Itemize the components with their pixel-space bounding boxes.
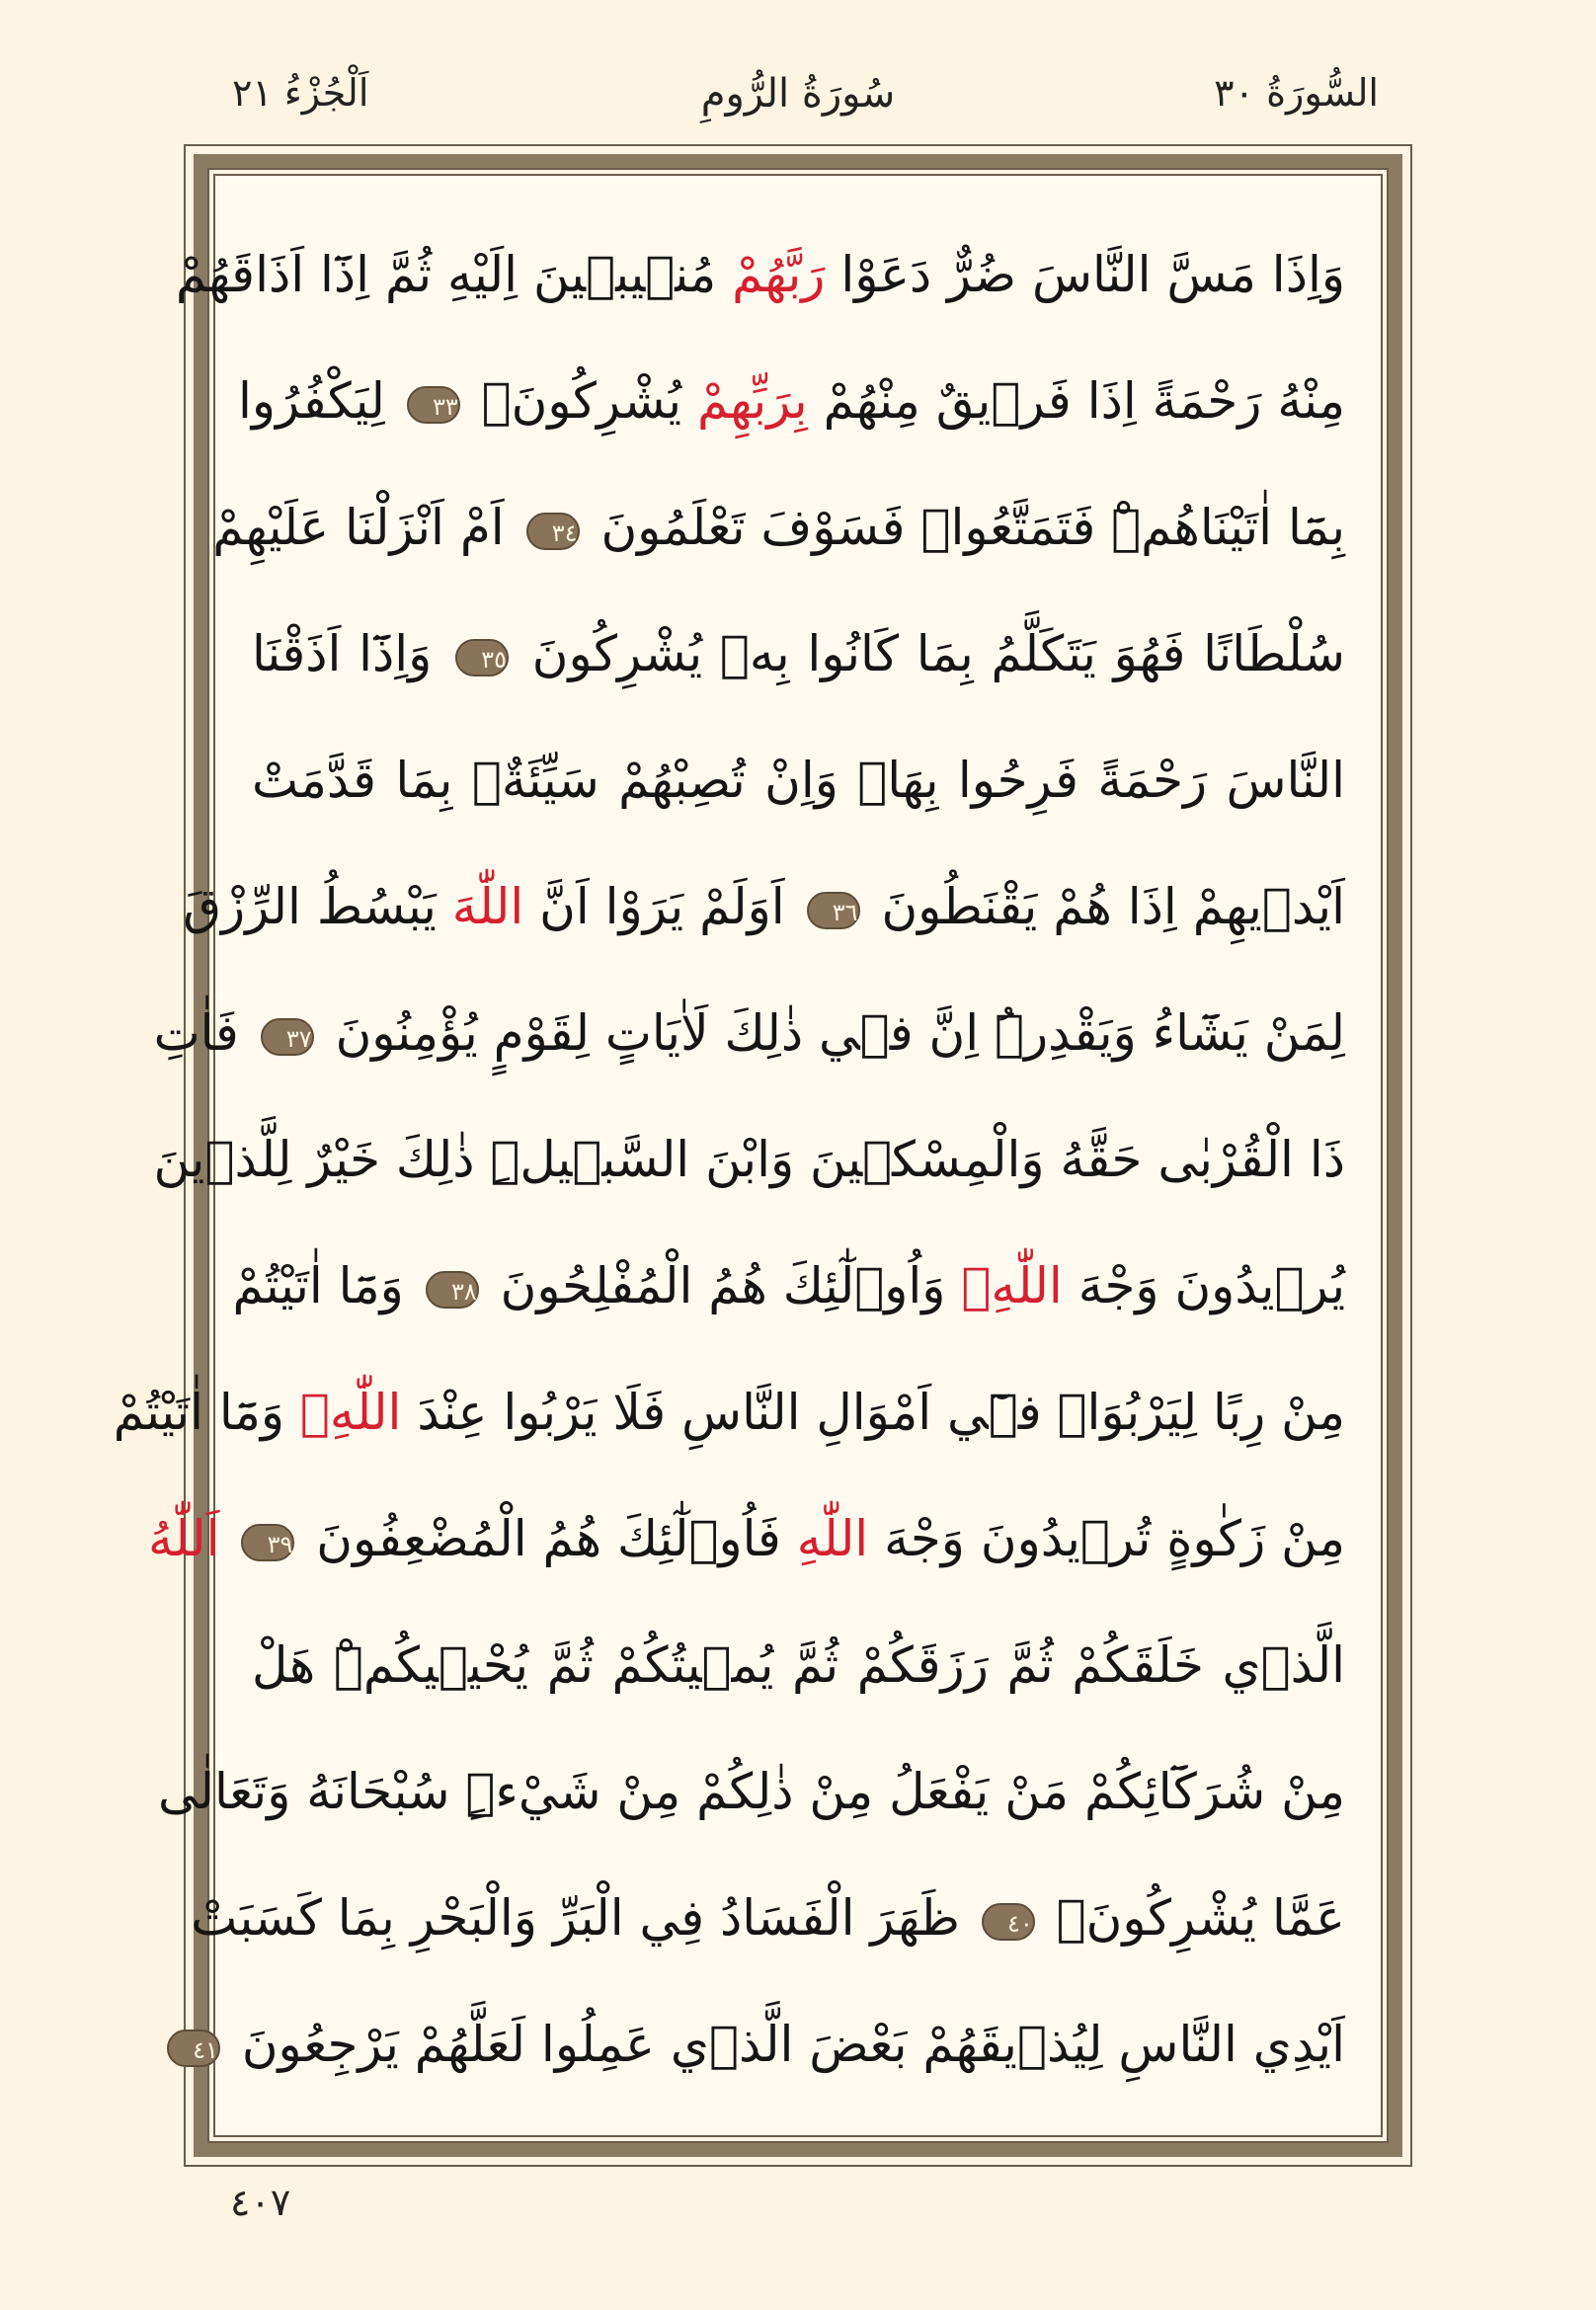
surah-number: السُّورَةُ ٣٠ [1214, 71, 1379, 115]
page-number: ٤٠٧ [230, 2181, 291, 2224]
verse-line [147, 1475, 1345, 1602]
verse-line [252, 1602, 1345, 1728]
ayah-number-marker: ٣٩ [241, 1524, 294, 1561]
verse-text: مُن۪يب۪ينَ اِلَيْهِ ثُمَّ اِذَٓا اَذَاقَهُمْ [175, 246, 733, 303]
verse-text: مِنْ شُرَكَٓائِكُمْ مَنْ يَفْعَلُ مِنْ ذٰلِكُمْ مِنْ شَيْءٍۜ سُبْحَانَهُ وَتَعَالٰى [158, 1763, 1345, 1820]
verse-text: سُلْطَانًا فَهُوَ يَتَكَلَّمُ بِمَا كَانُوا بِه۪ يُشْرِكُونَ [515, 625, 1345, 682]
verse-text: اَمْ اَنْزَلْنَا عَلَيْهِمْ [212, 499, 520, 556]
verse-line [212, 464, 1345, 591]
ayah-number-marker: ٣٧ [261, 1018, 314, 1056]
verse-text: مِنْهُ رَحْمَةً اِذَا فَر۪يقٌ مِنْهُمْ [807, 372, 1345, 430]
verse-line [153, 1096, 1345, 1223]
verse-line [153, 970, 1345, 1096]
verse-line [113, 1349, 1345, 1475]
divine-name: اللّٰهِۘ [961, 1257, 1063, 1314]
verse-text: مِنْ زَكٰوةٍ تُر۪يدُونَ وَجْهَ [868, 1510, 1345, 1567]
ayah-number-marker: ٤١ [167, 2030, 220, 2067]
page-header [0, 71, 1596, 130]
divine-name: اللّٰهِ [796, 1510, 869, 1567]
divine-name: بِرَبِّهِمْ [696, 372, 808, 430]
verse-text: النَّاسَ رَحْمَةً فَرِحُوا بِهَاۜ وَاِنْ تُصِبْهُمْ سَيِّئَةٌۢ بِمَا قَدَّمَتْ [252, 752, 1345, 809]
verse-text: وَاِذَٓا اَذَقْنَا [252, 625, 450, 682]
ayah-number-marker: ٣٨ [426, 1271, 479, 1309]
ayah-number-marker: ٣٦ [807, 892, 860, 929]
ayah-number-marker: ٤٠ [982, 1903, 1035, 1941]
verse-text: وَاُو۬لٰٓئِكَ هُمُ الْمُفْلِحُونَ [484, 1257, 962, 1314]
ayah-number-marker: ٣٥ [455, 639, 509, 677]
verse-text: مِنْ رِبًا لِيَرْبُوَا۬ ف۪ٓي اَمْوَالِ النَّاسِ فَلَا يَرْبُوا عِنْدَ [401, 1384, 1345, 1441]
ayah-number-marker: ٣٤ [526, 513, 580, 550]
verse-text [219, 1510, 235, 1567]
verse-text: فَاُو۬لٰٓئِكَ هُمُ الْمُضْعِفُونَ [300, 1510, 797, 1567]
verse-text: يَبْسُطُ الرِّزْقَ [183, 878, 452, 935]
surah-name: سُورَةُ الرُّومِ [700, 71, 896, 117]
verse-text: ظَهَرَ الْفَسَادُ فِي الْبَرِّ وَالْبَحْرِ بِمَا كَسَبَتْ [191, 1889, 976, 1947]
verse-line [193, 1981, 1345, 2108]
verse-text: يُشْرِكُونَۙ [465, 372, 697, 430]
verse-line [252, 591, 1345, 717]
divine-name: اَللّٰهُ [147, 1510, 220, 1567]
verse-text: لِيَكْفُرُوا [237, 372, 401, 430]
verse-text: الَّذ۪ي خَلَقَكُمْ ثُمَّ رَزَقَكُمْ ثُمَّ يُم۪يتُكُمْ ثُمَّ يُحْي۪يكُمْۜ هَلْ [252, 1636, 1345, 1694]
verse-text: يُر۪يدُونَ وَجْهَ [1062, 1257, 1345, 1314]
divine-name: اللّٰهِۚ [299, 1384, 402, 1441]
verse-text: ذَا الْقُرْبٰى حَقَّهُ وَالْمِسْك۪ينَ وَابْنَ السَّب۪يلِۜ ذٰلِكَ خَيْرٌ لِلَّذ۪ينَ [153, 1131, 1345, 1188]
verse-line [191, 1855, 1345, 1981]
divine-name: اللّٰهَ [451, 878, 524, 935]
verse-line [158, 1728, 1345, 1855]
verse-line [175, 211, 1345, 338]
divine-name: رَبَّهُمْ [732, 246, 826, 303]
ayah-number-marker: ٣٣ [407, 386, 460, 424]
verse-text: وَاِذَا مَسَّ النَّاسَ ضُرٌّ دَعَوْا [825, 246, 1345, 303]
verse-text: اَيْد۪يهِمْ اِذَا هُمْ يَقْنَطُونَ [865, 878, 1345, 935]
verse-text: وَمَٓا اٰتَيْتُمْ [113, 1384, 300, 1441]
juz-label: اَلْجُزْءُ ٢١ [232, 71, 369, 115]
verse-line [183, 843, 1345, 970]
verse-line [237, 338, 1345, 464]
verse-text: عَمَّا يُشْرِكُونَ۟ [1040, 1889, 1345, 1947]
verse-line [232, 1223, 1345, 1349]
verse-text: اَيْدِي النَّاسِ لِيُذ۪يقَهُمْ بَعْضَ الَّذ۪ي عَمِلُوا لَعَلَّهُمْ يَرْجِعُونَ [225, 2016, 1345, 2073]
verse-line [252, 717, 1345, 843]
verse-text-block [113, 211, 1345, 2108]
verse-text: لِمَنْ يَشَٓاءُ وَيَقْدِرُۜ اِنَّ ف۪ي ذٰلِكَ لَاٰيَاتٍ لِقَوْمٍ يُؤْمِنُونَ [319, 1004, 1345, 1062]
verse-text: بِمَٓا اٰتَيْنَاهُمْۜ فَتَمَتَّعُواۤ فَسَوْفَ تَعْلَمُونَ [585, 499, 1345, 556]
verse-text: وَمَٓا اٰتَيْتُمْ [232, 1257, 420, 1314]
verse-text: اَوَلَمْ يَرَوْا اَنَّ [523, 878, 801, 935]
verse-text: فَاٰتِ [153, 1004, 255, 1062]
